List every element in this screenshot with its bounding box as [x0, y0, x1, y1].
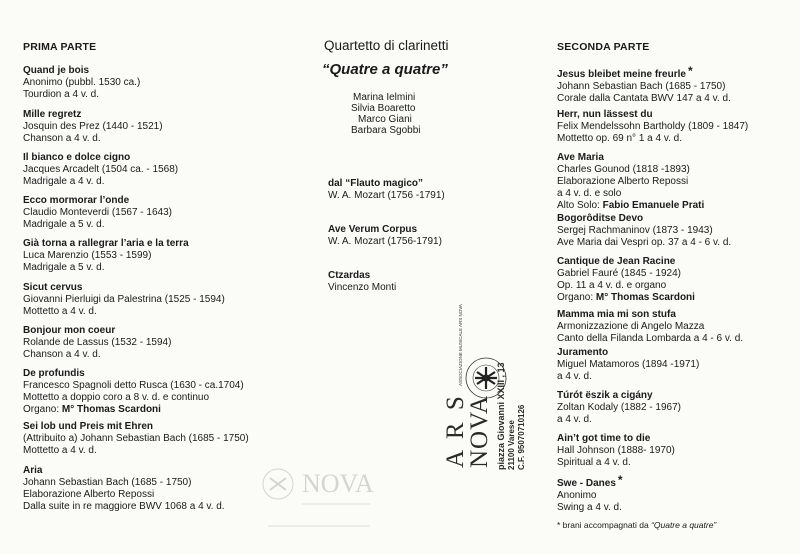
- program-piece: [557, 256, 695, 304]
- piece-detail: Madrigale a 5 v. d.: [23, 262, 105, 273]
- piece-detail: Chanson a 4 v. d.: [23, 349, 101, 360]
- piece-detail: Mottetto a 4 v. d.: [23, 445, 97, 456]
- piece-detail: Anonimo (pubbl. 1530 ca.): [23, 77, 141, 88]
- piece-title: De profundis: [23, 368, 85, 379]
- svg-text:ASSOCIAZIONE MUSICALE ARS NOVA: ASSOCIAZIONE MUSICALE ARS NOVA: [458, 304, 463, 386]
- ars-nova-stamp: [440, 304, 546, 470]
- program-piece: [557, 347, 699, 383]
- prima-parte-heading: PRIMA PARTE: [23, 41, 97, 53]
- piece-detail: Anonimo: [557, 490, 597, 501]
- piece-detail: Jacques Arcadelt (1504 ca. - 1568): [23, 164, 179, 175]
- piece-title: Ave Verum Corpus: [328, 224, 418, 235]
- seconda-parte-heading: SECONDA PARTE: [557, 41, 650, 53]
- piece-detail: Chanson a 4 v. d.: [23, 133, 101, 144]
- piece-detail: Canto della Filanda Lombarda a 4 - 6 v. d.: [557, 333, 744, 344]
- ensemble-subtitle: “Quatre a quatre”: [322, 61, 448, 78]
- show-through-watermark: [258, 456, 378, 549]
- piece-detail: Madrigale a 4 v. d.: [23, 176, 105, 187]
- piece-title: Bogorôditse Devo: [557, 213, 644, 224]
- piece-title: Sei lob und Preis mit Ehren: [23, 421, 154, 432]
- program-piece: [23, 465, 225, 513]
- piece-composer: W. A. Mozart (1756-1791): [328, 236, 442, 247]
- piece-detail: Mottetto a 4 v. d.: [23, 306, 97, 317]
- program-piece: [23, 152, 178, 188]
- piece-title: Ain’t got time to die: [557, 433, 651, 444]
- program-piece: [23, 368, 244, 416]
- piece-title: Ave Maria: [557, 152, 604, 163]
- piece-detail: a 4 v. d.: [557, 414, 592, 425]
- piece-detail: Armonizzazione di Angelo Mazza: [557, 321, 705, 332]
- piece-detail: Dalla suite in re maggiore BWV 1068 a 4 v. d.: [23, 501, 225, 512]
- program-piece: [23, 65, 140, 101]
- stamp-address: piazza Giovanni XXIII , 13: [496, 362, 506, 470]
- piece-title: Cantique de Jean Racine: [557, 256, 676, 267]
- piece-detail: Josquin des Prez (1440 - 1521): [23, 121, 163, 132]
- piece-title: dal “Flauto magico”: [328, 178, 424, 189]
- piece-detail: Charles Gounod (1818 -1893): [557, 164, 690, 175]
- piece-composer: W. A. Mozart (1756 -1791): [328, 190, 445, 201]
- program-piece: [557, 213, 731, 249]
- program-piece: [557, 433, 675, 469]
- piece-detail: Johann Sebastian Bach (1685 - 1750): [557, 81, 726, 92]
- piece-detail: Op. 11 a 4 v. d. e organo: [557, 280, 667, 291]
- piece-detail: Luca Marenzio (1553 - 1599): [23, 250, 152, 261]
- piece-title: Aria: [23, 465, 43, 476]
- program-piece: [557, 390, 681, 426]
- organist-line: Organo: M° Thomas Scardoni: [23, 404, 161, 415]
- piece-detail: Spiritual a 4 v. d.: [557, 457, 631, 468]
- footnote: [557, 520, 716, 530]
- stamp-cf: C.F. 95070710126: [517, 404, 526, 470]
- center-piece: [328, 178, 445, 202]
- piece-detail: Sergej Rachmaninov (1873 - 1943): [557, 225, 713, 236]
- accompanied-marker: *: [617, 473, 623, 487]
- piece-detail: Gabriel Fauré (1845 - 1924): [557, 268, 681, 279]
- piece-detail: Tourdion a 4 v. d.: [23, 89, 99, 100]
- piece-title: Swe - Danes *: [557, 473, 623, 489]
- piece-detail: Mottetto op. 69 n° 1 a 4 v. d.: [557, 133, 682, 144]
- piece-detail: Elaborazione Alberto Repossi: [23, 489, 155, 500]
- piece-title: Ecco mormorar l’onde: [23, 195, 130, 206]
- center-piece: [328, 224, 442, 248]
- organist-line: Organo: M° Thomas Scardoni: [557, 292, 695, 303]
- program-piece: [23, 282, 225, 318]
- piece-title: Ctzardas: [328, 270, 371, 281]
- program-piece: [23, 195, 172, 231]
- piece-title: Bonjour mon coeur: [23, 325, 116, 336]
- piece-title: Juramento: [557, 347, 609, 358]
- program-piece: [23, 238, 189, 274]
- footnote-ensemble: “Quatre a quatre”: [651, 520, 717, 530]
- organist-name: M° Thomas Scardoni: [61, 404, 161, 415]
- member-name: Barbara Sgobbi: [351, 125, 421, 136]
- program-piece: [557, 109, 748, 145]
- member-name: Marina Ielmini: [353, 92, 416, 103]
- piece-detail: Johann Sebastian Bach (1685 - 1750): [23, 477, 192, 488]
- piece-detail: Swing a 4 v. d.: [557, 502, 622, 513]
- soloist-name: Fabio Emanuele Prati: [602, 200, 705, 211]
- piece-title: Il bianco e dolce cigno: [23, 152, 131, 163]
- piece-detail: Giovanni Pierluigi da Palestrina (1525 - 1594): [23, 294, 225, 305]
- piece-detail: Corale dalla Cantata BWV 147 a 4 v. d.: [557, 93, 731, 104]
- accompanied-marker: *: [687, 64, 693, 78]
- piece-detail: Claudio Monteverdi (1567 - 1643): [23, 207, 172, 218]
- piece-detail: a 4 v. d.: [557, 371, 592, 382]
- watermark-logo-icon: [258, 456, 378, 549]
- program-piece: [23, 325, 171, 361]
- stamp-brand: A R S: [442, 393, 469, 468]
- member-name: Marco Giani: [358, 114, 412, 125]
- piece-detail: Madrigale a 5 v. d.: [23, 219, 105, 230]
- piece-detail: a 4 v. d. e solo: [557, 188, 622, 199]
- program-piece: [23, 421, 249, 457]
- piece-title: Jesus bleibet meine freurle *: [557, 64, 693, 80]
- soloist-line: Alto Solo: Fabio Emanuele Prati: [557, 200, 705, 211]
- svg-text:NOVA: NOVA: [302, 469, 374, 498]
- piece-title: Già torna a rallegrar l’aria e la terra: [23, 238, 189, 249]
- member-name: Silvia Boaretto: [351, 103, 416, 114]
- program-piece: [557, 309, 743, 345]
- stamp-city: 21100 Varese: [507, 420, 516, 470]
- piece-detail: Zoltan Kodaly (1882 - 1967): [557, 402, 681, 413]
- program-piece: [557, 65, 731, 105]
- organist-name: M° Thomas Scardoni: [595, 292, 695, 303]
- piece-detail: Miguel Matamoros (1894 -1971): [557, 359, 700, 370]
- piece-title: Túrót ëszik a cigány: [557, 390, 653, 401]
- program-piece: [557, 152, 704, 212]
- piece-detail: Hall Johnson (1888- 1970): [557, 445, 675, 456]
- footnote-text: * brani accompagnati da: [557, 520, 649, 530]
- piece-detail: Francesco Spagnoli detto Rusca (1630 - ca.1704): [23, 380, 244, 391]
- piece-detail: Felix Mendelssohn Bartholdy (1809 - 1847): [557, 121, 749, 132]
- program-piece: [557, 474, 623, 514]
- piece-title: Mamma mia mi son stufa: [557, 309, 676, 320]
- piece-detail: Mottetto a doppio coro a 8 v. d. e continuo: [23, 392, 210, 403]
- piece-title: Mille regretz: [23, 109, 82, 120]
- stamp-brand-nova: NOVA: [466, 395, 493, 468]
- ensemble-title: Quartetto di clarinetti: [324, 38, 449, 53]
- piece-detail: Elaborazione Alberto Repossi: [557, 176, 689, 187]
- piece-title: Sicut cervus: [23, 282, 83, 293]
- piece-detail: Ave Maria dai Vespri op. 37 a 4 - 6 v. d.: [557, 237, 732, 248]
- program-piece: [23, 109, 163, 145]
- center-piece: [328, 270, 396, 294]
- piece-title: Herr, nun lässest du: [557, 109, 653, 120]
- piece-detail: (Attribuito a) Johann Sebastian Bach (1685 - 1750): [23, 433, 249, 444]
- piece-detail: Rolande de Lassus (1532 - 1594): [23, 337, 172, 348]
- piece-composer: Vincenzo Monti: [328, 282, 397, 293]
- piece-title: Quand je bois: [23, 65, 90, 76]
